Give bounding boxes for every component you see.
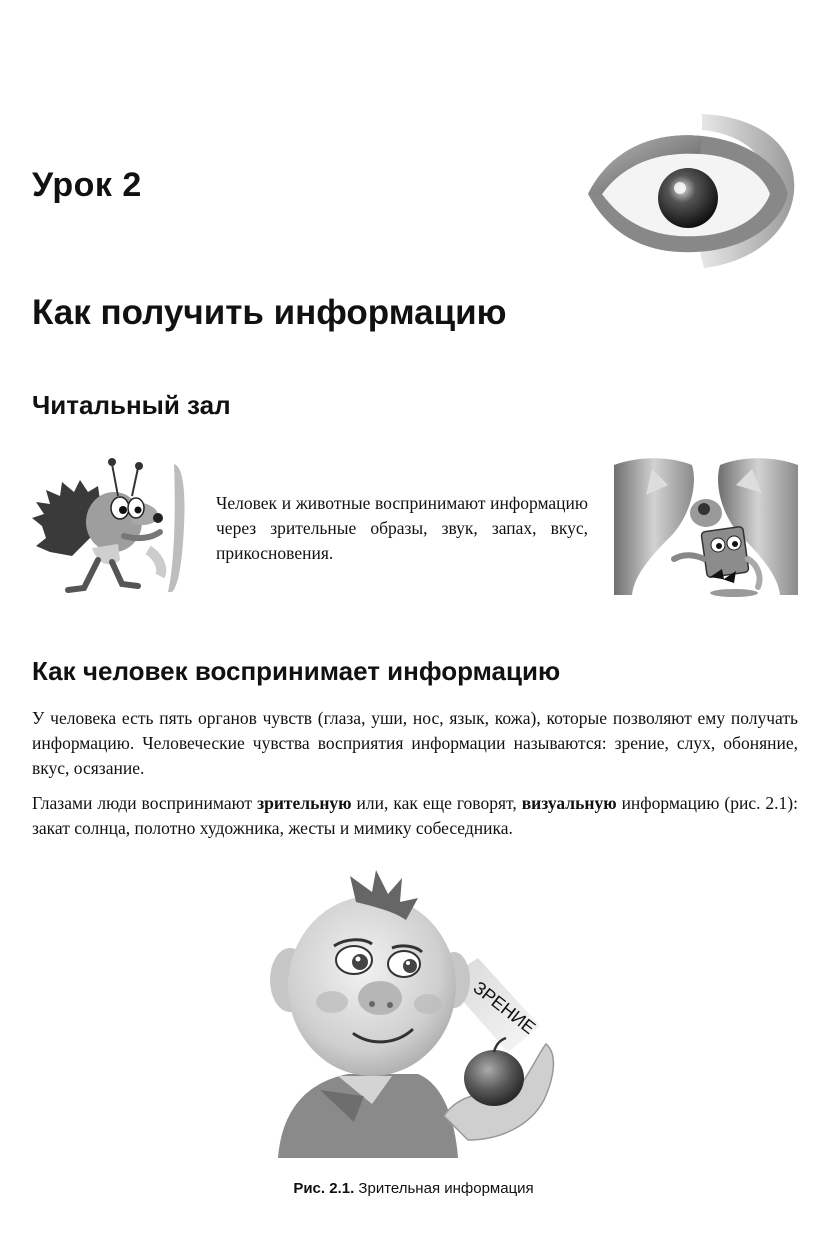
eye-logo-icon: [584, 112, 798, 272]
vision-label: ЗРЕНИЕ: [469, 977, 540, 1038]
term-visual-vizualnaya: визуальную: [521, 793, 617, 813]
page-title: Как получить информацию: [32, 293, 507, 332]
figure-caption-number: Рис. 2.1.: [293, 1180, 355, 1197]
lesson-title: Урок 2: [32, 166, 142, 204]
paragraph-visual-part1: Глазами люди воспринимают: [32, 793, 258, 813]
figure-caption: [0, 1180, 827, 1197]
reading-hall-text: Человек и животные воспринимают информацию через зрительные образы, звук, запах, вкус, прикосновения.: [216, 493, 588, 563]
term-visual-zritelnaya: зрительную: [257, 793, 352, 813]
section-heading-perception: Как человек воспринимает информацию: [32, 656, 561, 686]
section-heading-reading: Читальный зал: [32, 390, 231, 420]
theatre-curtain-icon: [612, 455, 800, 601]
figure-caption-text: Зрительная информация: [354, 1180, 534, 1197]
paragraph-visual-part2: или, как еще говорят,: [351, 793, 522, 813]
hedgehog-mascot-icon: [28, 456, 194, 596]
paragraph-visual: [32, 791, 798, 841]
paragraph-visual-part3: информацию (рис. 2.1): закат солнца, полотно художника, жесты и мимику собеседника.: [32, 793, 798, 838]
paragraph-senses: У человека есть пять органов чувств (глаза, уши, нос, язык, кожа), которые позволяют ему получать информацию. Человеческие чувства восприятия информации называются: зрение, слух, обоняние, вкус, осязание.: [32, 708, 798, 778]
figure-boy-with-apple: [268, 868, 568, 1158]
